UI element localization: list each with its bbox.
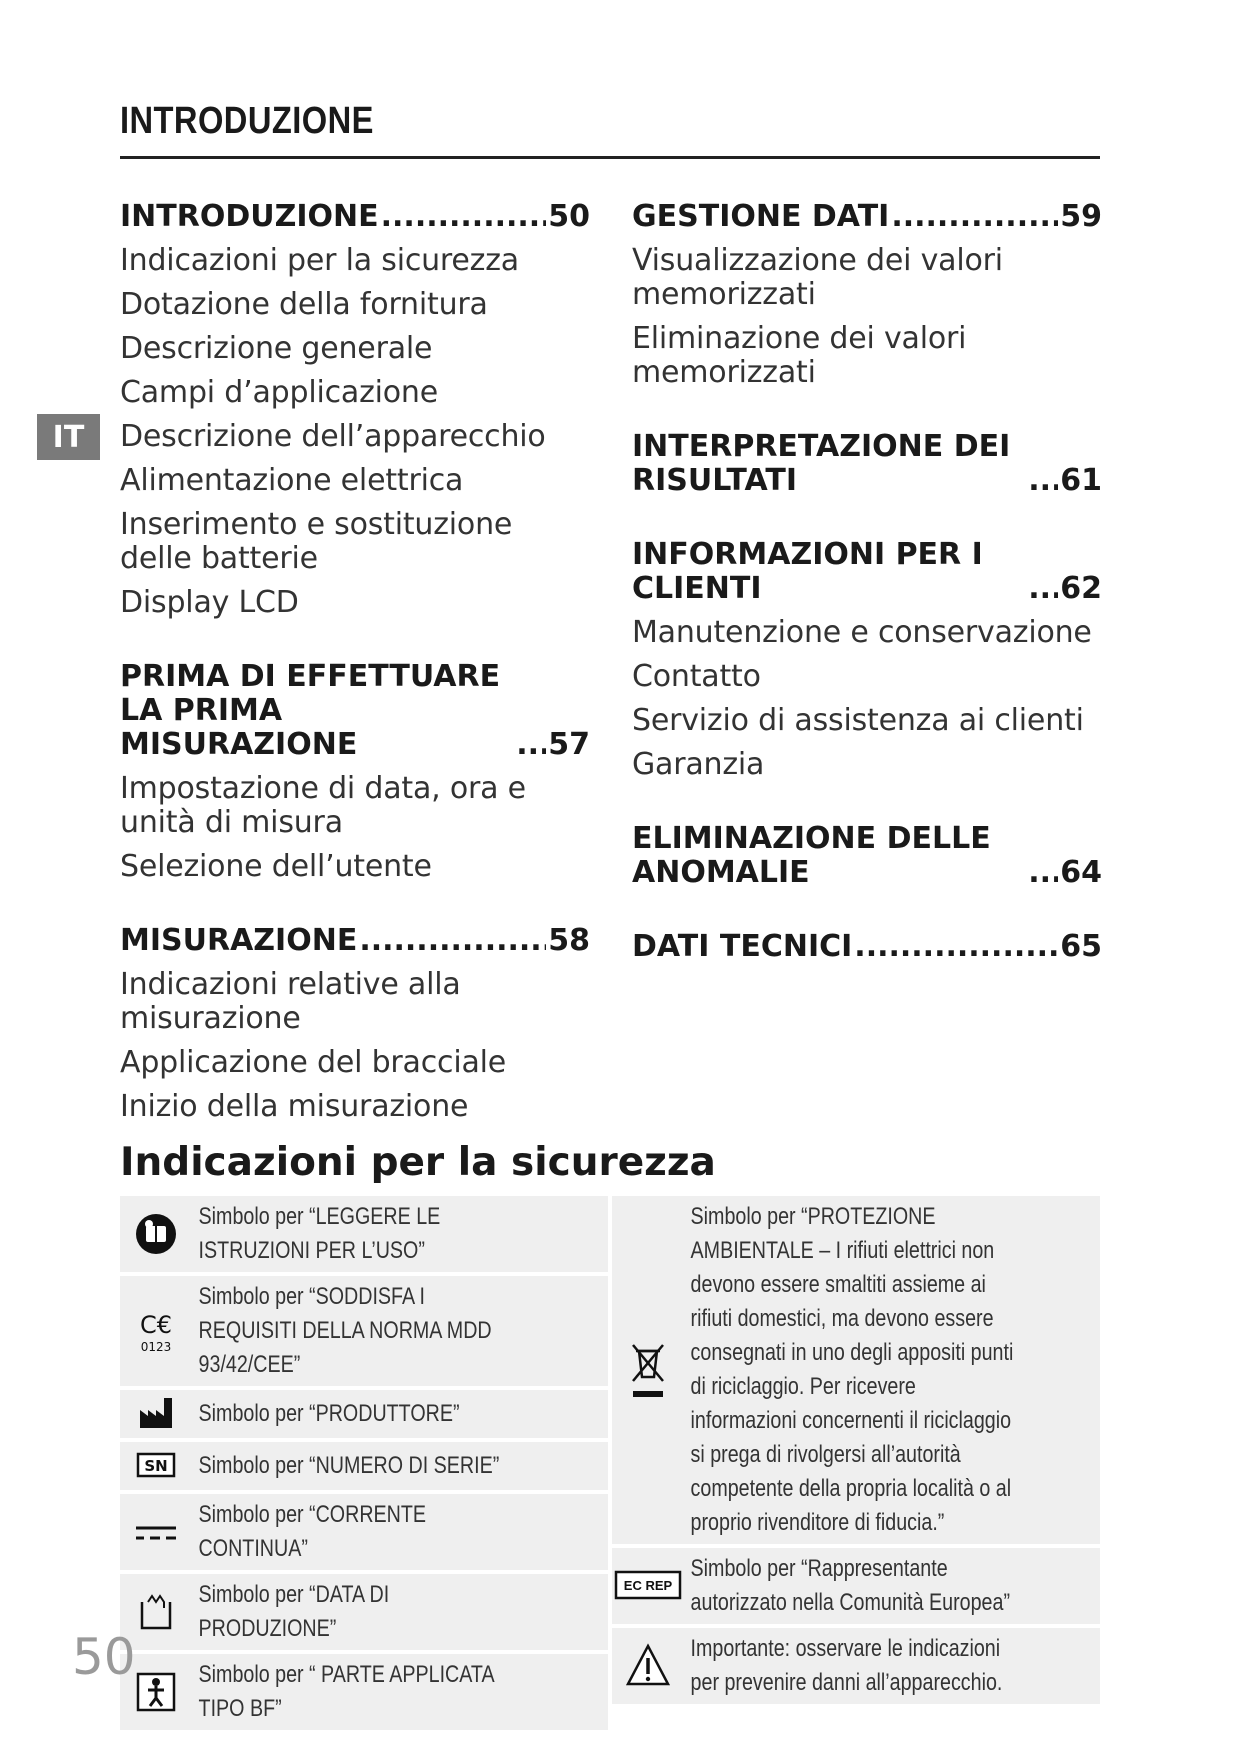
toc-item[interactable]: Descrizione generale <box>120 331 433 366</box>
symbol-row <box>120 1442 608 1490</box>
toc-section-label: INTRODUZIONE <box>120 199 379 234</box>
toc-section-label: INTERPRETAZIONE DEI RISULTATI <box>632 429 1011 498</box>
toc-page-number: 61 <box>1060 463 1102 498</box>
toc-dot-leader <box>891 200 1058 234</box>
ec-rep-icon <box>612 1562 684 1610</box>
svg-text:SN: SN <box>144 1457 168 1475</box>
symbol-description: Importante: osservare le indicazioni per prevenire danni all’apparecchio. <box>690 1635 1003 1696</box>
toc-item[interactable]: Contatto <box>632 659 761 694</box>
symbol-description: Simbolo per “SODDISFA I REQUISITI DELLA NORMA MDD 93/42/CEE” <box>198 1283 492 1378</box>
symbol-row <box>120 1390 608 1438</box>
toc-page-number: 65 <box>1060 929 1102 964</box>
symbol-row <box>612 1196 1100 1544</box>
toc-section-title[interactable] <box>632 822 1102 890</box>
toc-section <box>120 200 590 620</box>
toc-section-title[interactable] <box>632 930 1102 964</box>
toc-section-title[interactable] <box>632 200 1102 234</box>
toc-dot-leader <box>359 924 546 958</box>
toc-dot-leader <box>1028 856 1058 890</box>
symbol-description: Simbolo per “CORRENTE CONTINUA” <box>198 1501 427 1562</box>
toc-item[interactable]: Impostazione di data, ora e unità di misura <box>120 771 526 840</box>
toc-section <box>632 200 1102 390</box>
toc-section <box>120 924 590 1124</box>
toc-item[interactable]: Visualizzazione dei valori memorizzati <box>632 243 1003 312</box>
heading-divider <box>120 156 1100 159</box>
toc-item[interactable]: Inserimento e sostituzione delle batterie <box>120 507 513 576</box>
toc-page-number: 50 <box>548 199 590 234</box>
toc-section-title[interactable] <box>632 430 1102 498</box>
toc-section-title[interactable] <box>120 660 590 762</box>
toc-page-number: 58 <box>548 923 590 958</box>
symbol-description: Simbolo per “DATA DI PRODUZIONE” <box>198 1581 390 1642</box>
toc-dot-leader <box>1028 464 1058 498</box>
toc-section <box>632 930 1102 964</box>
toc-dot-leader <box>854 930 1058 964</box>
manufacturer-icon <box>120 1390 192 1438</box>
symbol-row <box>120 1494 608 1570</box>
serial-number-icon <box>120 1442 192 1490</box>
toc-item[interactable]: Manutenzione e conservazione <box>632 615 1092 650</box>
toc-item[interactable]: Garanzia <box>632 747 765 782</box>
toc-item[interactable]: Campi d’applicazione <box>120 375 438 410</box>
symbol-description: Simbolo per “ PARTE APPLICATA TIPO BF” <box>198 1661 494 1722</box>
toc-item[interactable]: Applicazione del bracciale <box>120 1045 507 1080</box>
svg-text:EC REP: EC REP <box>623 1578 673 1593</box>
page-title: INTRODUZIONE <box>120 100 374 142</box>
toc-dot-leader <box>516 728 546 762</box>
toc-section-label: MISURAZIONE <box>120 923 358 958</box>
symbol-description: Simbolo per “PRODUTTORE” <box>198 1400 460 1427</box>
toc-item[interactable]: Display LCD <box>120 585 299 620</box>
toc-section <box>632 430 1102 498</box>
toc-section-label: ELIMINAZIONE DELLE ANOMALIE <box>632 821 991 890</box>
toc-section-label: INFORMAZIONI PER I CLIENTI <box>632 537 983 606</box>
page-number: 50 <box>72 1628 136 1686</box>
ce-mark-icon <box>120 1307 192 1355</box>
toc-right-column <box>632 200 1102 1004</box>
toc-page-number: 59 <box>1060 199 1102 234</box>
toc-item[interactable]: Selezione dell’utente <box>120 849 432 884</box>
svg-text:0123: 0123 <box>140 1340 172 1354</box>
toc-section <box>632 538 1102 782</box>
toc-page-number: 64 <box>1060 855 1102 890</box>
toc-left-column <box>120 200 590 1164</box>
symbol-row <box>120 1196 608 1272</box>
symbol-row <box>612 1548 1100 1624</box>
toc-page-number: 62 <box>1060 571 1102 606</box>
toc-item[interactable]: Descrizione dell’apparecchio <box>120 419 546 454</box>
read-instructions-icon <box>120 1210 192 1258</box>
toc-section-label: DATI TECNICI <box>632 929 853 964</box>
symbol-description: Simbolo per “Rappresentante autorizzato nella Comunità Europea” <box>690 1555 1011 1616</box>
symbol-table-left <box>120 1196 608 1734</box>
language-tab: IT <box>37 414 100 460</box>
toc-item[interactable]: Indicazioni relative alla misurazione <box>120 967 461 1036</box>
toc-section-title[interactable] <box>120 924 590 958</box>
symbol-description: Simbolo per “NUMERO DI SERIE” <box>198 1452 500 1479</box>
toc-dot-leader <box>1028 572 1058 606</box>
symbol-row <box>120 1574 608 1650</box>
safety-section-title: Indicazioni per la sicurezza <box>120 1140 716 1185</box>
toc-section-label: PRIMA DI EFFETTUARE LA PRIMA MISURAZIONE <box>120 659 501 762</box>
toc-page-number: 57 <box>548 727 590 762</box>
toc-section <box>632 822 1102 890</box>
toc-item[interactable]: Indicazioni per la sicurezza <box>120 243 519 278</box>
toc-item[interactable]: Dotazione della fornitura <box>120 287 488 322</box>
toc-dot-leader <box>381 200 547 234</box>
toc-item[interactable]: Inizio della misurazione <box>120 1089 469 1124</box>
symbol-row <box>612 1628 1100 1704</box>
symbol-description: Simbolo per “LEGGERE LE ISTRUZIONI PER L’USO” <box>198 1203 441 1264</box>
toc-item[interactable]: Eliminazione dei valori memorizzati <box>632 321 967 390</box>
toc-item[interactable]: Servizio di assistenza ai clienti <box>632 703 1084 738</box>
symbol-table-right <box>612 1196 1100 1708</box>
symbol-row <box>120 1276 608 1386</box>
toc-section-label: GESTIONE DATI <box>632 199 890 234</box>
weee-bin-icon <box>612 1339 684 1401</box>
toc-section <box>120 660 590 884</box>
symbol-row <box>120 1654 608 1730</box>
toc-section-title[interactable] <box>120 200 590 234</box>
symbol-description: Simbolo per “PROTEZIONE AMBIENTALE – I rifiuti elettrici non devono essere smaltiti assieme ai rifiuti domestici, ma devono essere consegnati in uno degli appositi punti di riciclaggio. Per ricevere informazioni concernenti il riciclaggio si prega di rivolgersi all’autorità competente della propria località o al proprio rivenditore di fiducia.” <box>690 1203 1014 1536</box>
direct-current-icon <box>120 1508 192 1556</box>
warning-icon <box>612 1642 684 1690</box>
toc-item[interactable]: Alimentazione elettrica <box>120 463 464 498</box>
toc-section-title[interactable] <box>632 538 1102 606</box>
svg-text:C€: C€ <box>139 1311 173 1339</box>
